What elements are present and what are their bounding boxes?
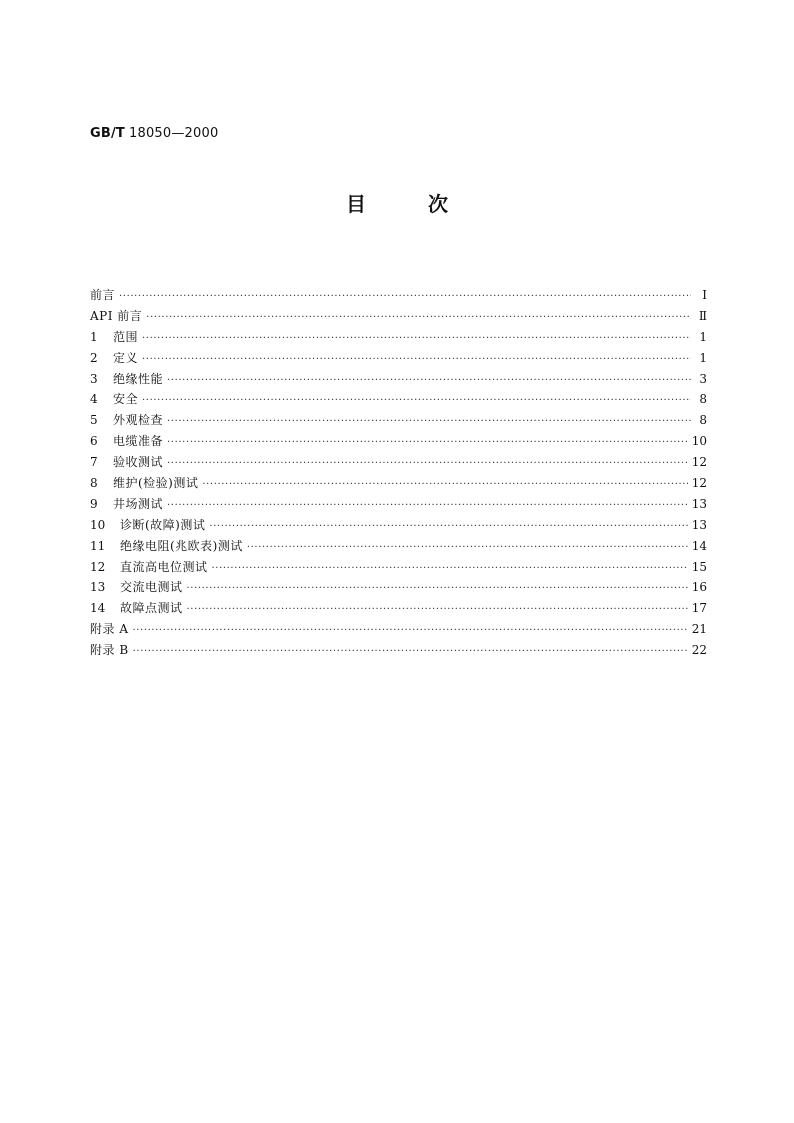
- toc-entry-number: 7: [90, 455, 98, 470]
- toc-entry[interactable]: [90, 557, 707, 578]
- toc-entry-number: 5: [90, 413, 98, 428]
- toc-entry[interactable]: [90, 515, 707, 536]
- toc-entry-page: 8: [699, 413, 707, 428]
- toc-entry-number: 12: [90, 559, 106, 574]
- toc-entry-label: 范围: [113, 329, 139, 344]
- toc-entry-number: 6: [90, 434, 98, 449]
- toc-entry[interactable]: [90, 494, 707, 515]
- toc-entry-page: Ⅱ: [698, 308, 707, 323]
- toc-leader-dots: [167, 454, 688, 475]
- toc-entry-label: 交流电测试: [120, 580, 183, 595]
- toc-entry-number: 1: [90, 329, 98, 344]
- toc-entry-page: 3: [699, 371, 707, 386]
- toc-leader-dots: [247, 538, 688, 559]
- toc-entry[interactable]: [90, 389, 707, 410]
- toc-leader-dots: [187, 579, 688, 600]
- page-title: 目次: [346, 192, 510, 216]
- toc-entry-label: 定义: [113, 350, 139, 365]
- toc-leader-dots: [212, 559, 688, 580]
- toc-leader-dots: [133, 642, 688, 663]
- toc-leader-dots: [187, 600, 688, 621]
- standard-prefix: GB/T: [90, 126, 125, 141]
- toc-entry-number: 9: [90, 496, 98, 511]
- toc-entry[interactable]: [90, 619, 707, 640]
- standard-code: [90, 126, 218, 141]
- toc-entry-page: 8: [699, 392, 707, 407]
- standard-number: 18050—2000: [129, 126, 219, 141]
- toc-entry-label: 附录 B: [90, 643, 129, 658]
- toc-entry-page: 16: [691, 580, 707, 595]
- toc-entry[interactable]: [90, 577, 707, 598]
- toc-entry-page: 12: [691, 476, 707, 491]
- toc-entry-number: 13: [90, 580, 106, 595]
- toc-entry-number: 4: [90, 392, 98, 407]
- toc-leader-dots: [119, 287, 691, 308]
- toc-entry-label: 诊断(故障)测试: [120, 517, 206, 532]
- toc-entry-label: 井场测试: [113, 496, 164, 511]
- toc-entry-page: 15: [691, 559, 707, 574]
- toc-entry-number: 10: [90, 517, 106, 532]
- toc-entry-number: 2: [90, 350, 98, 365]
- toc-entry-label: 维护(检验)测试: [113, 476, 199, 491]
- toc-leader-dots: [167, 371, 691, 392]
- toc-entry-label: 电缆准备: [113, 434, 164, 449]
- toc-entry-page: 1: [699, 329, 707, 344]
- toc-entry[interactable]: [90, 473, 707, 494]
- toc-entry-label: 绝缘性能: [113, 371, 164, 386]
- toc-entry[interactable]: [90, 640, 707, 661]
- toc-entry-number: 14: [90, 601, 106, 616]
- toc-entry[interactable]: [90, 285, 707, 306]
- toc-leader-dots: [132, 621, 687, 642]
- toc-entry-page: 22: [691, 643, 707, 658]
- toc-entry-label: 故障点测试: [120, 601, 183, 616]
- toc-entry[interactable]: [90, 348, 707, 369]
- table-of-contents: [90, 285, 707, 661]
- toc-leader-dots: [146, 308, 691, 329]
- toc-entry-label: 外观检查: [113, 413, 164, 428]
- toc-entry-page: 1: [699, 350, 707, 365]
- toc-entry[interactable]: [90, 598, 707, 619]
- toc-leader-dots: [142, 329, 691, 350]
- toc-entry-number: 3: [90, 371, 98, 386]
- toc-entry-label: API 前言: [90, 308, 143, 323]
- toc-entry-page: 17: [691, 601, 707, 616]
- toc-leader-dots: [142, 350, 691, 371]
- toc-entry-page: 13: [691, 517, 707, 532]
- toc-leader-dots: [167, 433, 688, 454]
- toc-entry-label: 绝缘电阻(兆欧表)测试: [120, 538, 243, 553]
- toc-entry-page: 14: [691, 538, 707, 553]
- toc-entry-label: 安全: [113, 392, 139, 407]
- toc-entry[interactable]: [90, 536, 707, 557]
- toc-entry-page: 13: [691, 496, 707, 511]
- toc-entry-number: 8: [90, 476, 98, 491]
- toc-leader-dots: [167, 412, 691, 433]
- toc-entry-page: 12: [691, 455, 707, 470]
- toc-entry-label: 验收测试: [113, 455, 164, 470]
- toc-entry[interactable]: [90, 327, 707, 348]
- toc-entry[interactable]: [90, 452, 707, 473]
- toc-entry[interactable]: [90, 431, 707, 452]
- toc-leader-dots: [167, 496, 688, 517]
- toc-leader-dots: [209, 517, 687, 538]
- toc-entry-number: 11: [90, 538, 106, 553]
- toc-entry[interactable]: [90, 410, 707, 431]
- toc-entry-label: 附录 A: [90, 622, 129, 637]
- toc-entry-page: 10: [691, 434, 707, 449]
- toc-leader-dots: [202, 475, 687, 496]
- toc-entry[interactable]: [90, 369, 707, 390]
- toc-leader-dots: [142, 391, 691, 412]
- toc-entry-label: 前言: [90, 288, 116, 302]
- toc-entry-page: 21: [691, 622, 707, 637]
- toc-entry[interactable]: [90, 306, 707, 327]
- toc-entry-page: Ⅰ: [702, 288, 707, 302]
- toc-entry-label: 直流高电位测试: [120, 559, 208, 574]
